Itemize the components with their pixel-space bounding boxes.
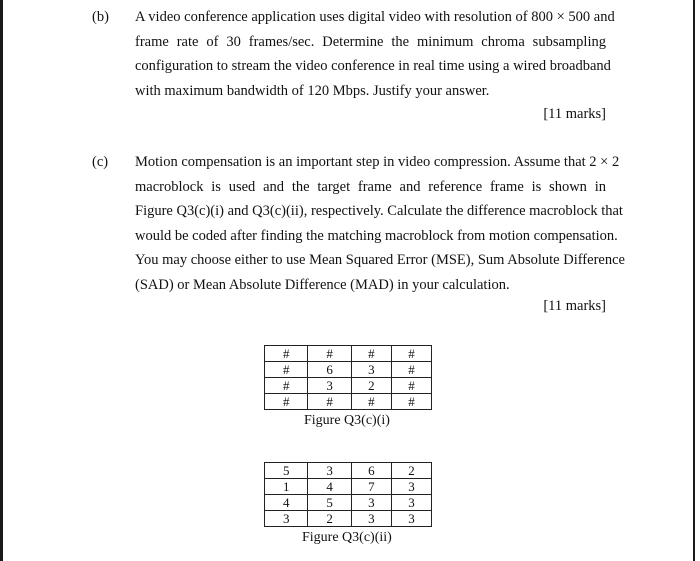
figure-ii-cell: 3 [391, 495, 431, 511]
figure-ii-reference-frame-table [264, 462, 432, 527]
figure-i-row [265, 394, 432, 410]
part-c-line-4: would be coded after finding the matching macroblock from motion compensation. [135, 227, 618, 244]
part-c-line-6: (SAD) or Mean Absolute Difference (MAD) in your calculation. [135, 276, 510, 293]
figure-i-cell: # [265, 378, 308, 394]
figure-i-target-frame-table [264, 345, 432, 410]
figure-ii-row [265, 495, 432, 511]
right-border-strip [693, 0, 695, 561]
figure-ii-row [265, 511, 432, 527]
figure-ii-cell: 3 [351, 511, 391, 527]
figure-ii-cell: 4 [265, 495, 308, 511]
figure-ii-cell: 3 [308, 463, 351, 479]
figure-i-cell: # [265, 346, 308, 362]
figure-ii-cell: 5 [265, 463, 308, 479]
part-b-line-3: configuration to stream the video conference in real time using a wired broadband [135, 58, 611, 74]
figure-i-cell: # [265, 362, 308, 378]
part-c-line-1: Motion compensation is an important step in video compression. Assume that 2 × 2 [135, 154, 620, 170]
part-c-question [135, 150, 625, 297]
figure-ii-cell: 7 [351, 479, 391, 495]
figure-i-cell: 3 [351, 362, 391, 378]
figure-i-cell: # [265, 394, 308, 410]
figure-i-cell: # [391, 378, 431, 394]
figure-ii-row [265, 479, 432, 495]
figure-i-cell: # [308, 394, 351, 410]
part-c-marks: [11 marks] [543, 298, 606, 314]
figure-i-row [265, 378, 432, 394]
figure-ii-cell: 2 [308, 511, 351, 527]
figure-ii-caption: Figure Q3(c)(ii) [302, 530, 392, 545]
part-c-label: (c) [92, 154, 109, 170]
figure-ii-row [265, 463, 432, 479]
figure-ii-cell: 6 [351, 463, 391, 479]
left-border-strip [0, 0, 3, 561]
figure-ii-cell: 3 [391, 511, 431, 527]
part-b-line-4: with maximum bandwidth of 120 Mbps. Justify your answer. [135, 82, 490, 99]
part-b-line-2: frame rate of 30 frames/sec. Determine the minimum chroma subsampling [135, 33, 606, 50]
part-b-marks: [11 marks] [543, 106, 606, 122]
figure-ii-cell: 4 [308, 479, 351, 495]
figure-i-row [265, 362, 432, 378]
figure-i-row [265, 346, 432, 362]
part-b-line-1: A video conference application uses digital video with resolution of 800 × 500 and [135, 9, 615, 25]
figure-i-cell: # [351, 394, 391, 410]
figure-ii-cell: 5 [308, 495, 351, 511]
figure-i-cell: # [391, 362, 431, 378]
figure-ii-cell: 3 [265, 511, 308, 527]
figure-i-cell: 2 [351, 378, 391, 394]
figure-i-cell: # [351, 346, 391, 362]
figure-i-cell: 6 [308, 362, 351, 378]
figure-i-cell: # [391, 394, 431, 410]
part-b-label: (b) [92, 9, 109, 25]
figure-ii-cell: 3 [351, 495, 391, 511]
part-b-question [135, 5, 615, 103]
figure-i-cell: 3 [308, 378, 351, 394]
figure-ii-cell: 3 [391, 479, 431, 495]
figure-ii-cell: 1 [265, 479, 308, 495]
figure-ii-cell: 2 [391, 463, 431, 479]
figure-i-caption: Figure Q3(c)(i) [304, 413, 390, 428]
figure-i-cell: # [391, 346, 431, 362]
part-c-line-3: Figure Q3(c)(i) and Q3(c)(ii), respectively. Calculate the difference macroblock that [135, 203, 623, 219]
part-c-line-2: macroblock is used and the target frame and reference frame is shown in [135, 178, 606, 195]
part-c-line-5: You may choose either to use Mean Squared Error (MSE), Sum Absolute Difference [135, 252, 625, 268]
figure-i-cell: # [308, 346, 351, 362]
